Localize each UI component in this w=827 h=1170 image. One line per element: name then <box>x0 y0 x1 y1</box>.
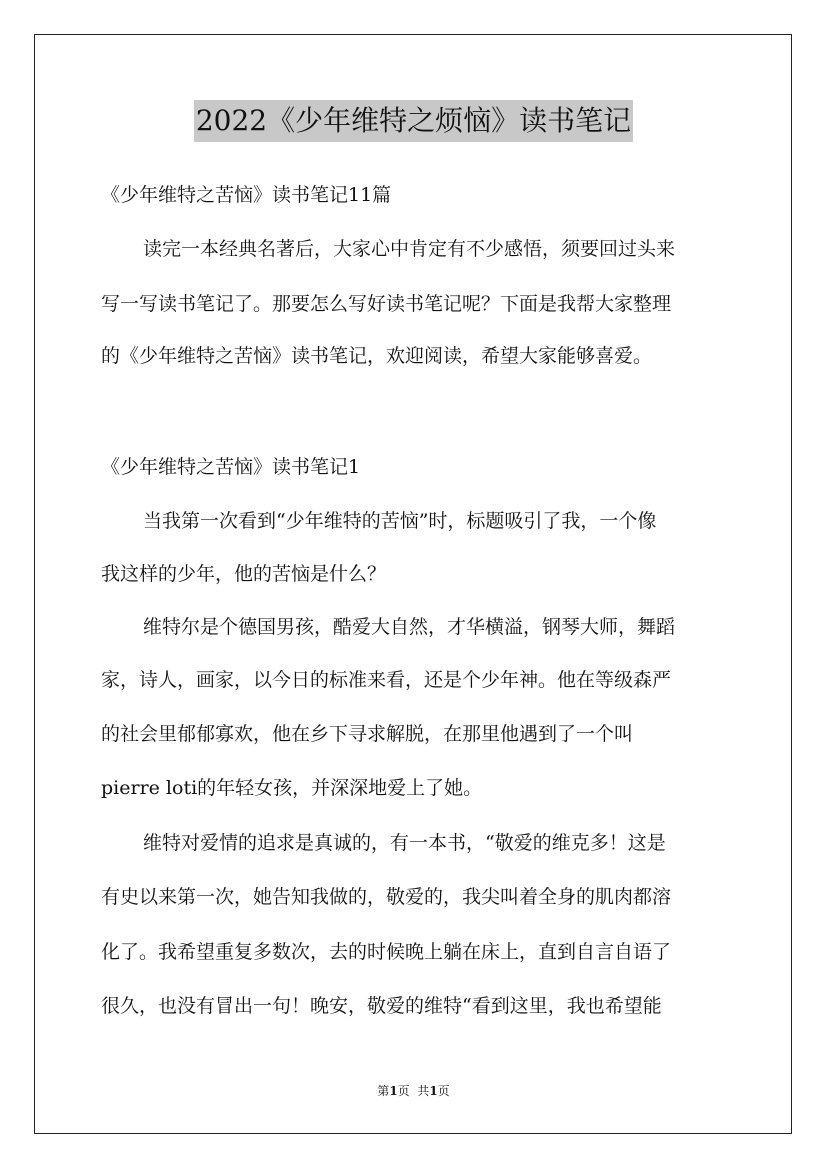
footer-page-current: 1 <box>389 1084 398 1098</box>
intro-line-3: 的《少年维特之苦恼》读书笔记，欢迎阅读，希望大家能够喜爱。 <box>101 345 653 367</box>
para2-line-2: 家，诗人，画家，以今日的标准来看，还是个少年神。他在等级森严 <box>101 669 672 691</box>
para3-line-4: 很久，也没有冒出一句！晚安，敬爱的维特“看到这里，我也希望能 <box>101 995 662 1017</box>
para1-line-1: 当我第一次看到“少年维特的苦恼”时，标题吸引了我，一个像 <box>143 510 657 532</box>
section-heading: 《少年维特之苦恼》读书笔记1 <box>101 456 361 478</box>
para2-line-4: pierre loti的年轻女孩，并深深地爱上了她。 <box>101 777 483 799</box>
page-footer <box>0 1083 827 1099</box>
footer-page-total: 1 <box>429 1084 438 1098</box>
footer-page-prefix: 第 <box>377 1084 390 1098</box>
intro-line-2: 写一写读书笔记了。那要怎么写好读书笔记呢？下面是我帮大家整理 <box>101 293 672 315</box>
para1-line-2: 我这样的少年，他的苦恼是什么？ <box>101 563 387 585</box>
para3-line-1: 维特对爱情的追求是真诚的，有一本书，“敬爱的维克多！这是 <box>143 832 666 854</box>
intro-line-1: 读完一本经典名著后，大家心中肯定有不少感悟，须要回过头来 <box>143 238 676 260</box>
document-title: 2022《少年维特之烦恼》读书笔记 <box>194 100 633 142</box>
footer-page-mid: 页 共 <box>397 1084 430 1098</box>
footer-page-suffix: 页 <box>437 1084 450 1098</box>
para2-line-3: 的社会里郁郁寡欢，他在乡下寻求解脱，在那里他遇到了一个叫 <box>101 723 634 745</box>
para3-line-2: 有史以来第一次，她告知我做的，敬爱的，我尖叫着全身的肌肉都溶 <box>101 886 672 908</box>
para3-line-3: 化了。我希望重复多数次，去的时候晚上躺在床上，直到自言自语了 <box>101 941 672 963</box>
document-subtitle: 《少年维特之苦恼》读书笔记11篇 <box>101 184 392 206</box>
title-container <box>0 100 827 142</box>
para2-line-1: 维特尔是个德国男孩，酷爱大自然，才华横溢，钢琴大师，舞蹈 <box>143 616 676 638</box>
